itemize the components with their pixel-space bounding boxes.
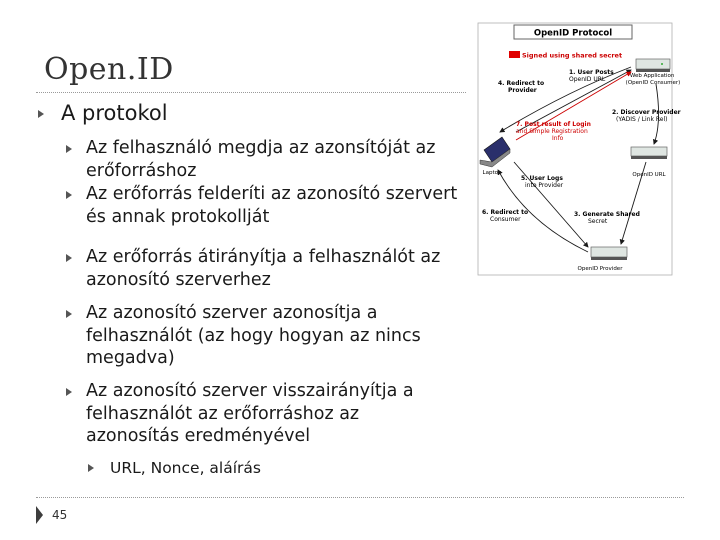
step6-label-line: Consumer	[490, 216, 521, 223]
step3-label-line: 3. Generate Shared	[574, 211, 640, 218]
web-app-label-line: Web Application	[629, 73, 675, 79]
diagram-title: OpenID Protocol	[533, 28, 613, 39]
bullet-arrow-icon	[38, 110, 44, 118]
bullet-arrow-icon	[66, 145, 72, 153]
step3-label	[574, 211, 642, 225]
sub-bullet-5	[66, 380, 456, 448]
legend-box-icon	[509, 51, 520, 58]
web-app-label	[626, 73, 681, 86]
step5-label-line: into Provider	[525, 182, 564, 189]
bullet-arrow-icon	[66, 310, 72, 318]
sub-bullet-text: Az erőforrás átirányítja a felhasználót az azonosító szerverhez	[86, 247, 441, 290]
slide-title: Open.ID	[44, 52, 174, 87]
step4-label	[498, 80, 546, 94]
sub-bullet-2	[66, 183, 466, 228]
legend-text: Signed using shared secret	[522, 51, 623, 60]
step5-label	[521, 175, 565, 189]
sub-bullet-text: Az erőforrás felderíti az azonosító szervert és annak protokollját	[86, 184, 458, 227]
openid-url-server-icon	[631, 147, 667, 159]
sub-sub-bullet	[88, 459, 261, 477]
step7-label-line: and Simple Registration	[516, 128, 588, 135]
sub-bullet-3	[66, 246, 466, 291]
title-divider	[36, 92, 466, 93]
laptop-label: Laptop	[482, 170, 502, 176]
sub-bullet-1	[66, 137, 466, 182]
step5-label-line: 5. User Logs	[521, 175, 563, 182]
openid-protocol-diagram	[476, 22, 681, 277]
sub-sub-bullet-text: URL, Nonce, aláírás	[110, 459, 261, 477]
openid-provider-server-icon	[591, 247, 627, 260]
web-application-server-icon	[636, 59, 670, 72]
step1-label-line: 1. User Posts	[569, 69, 614, 76]
openid-provider-label: OpenID Provider	[577, 266, 623, 272]
page-marker-icon	[36, 506, 43, 524]
footer-divider	[36, 497, 684, 498]
step2-label-line: (YADIS / Link Rel)	[616, 116, 668, 123]
step4-label-line: Provider	[508, 87, 537, 94]
sub-bullet-text: Az felhasználó megdja az azonsítóját az erőforráshoz	[86, 138, 436, 181]
main-bullet-text: A protokol	[61, 101, 168, 125]
sub-bullet-4	[66, 302, 446, 370]
step6-label-line: 6. Redirect to	[482, 209, 529, 216]
openid-url-label: OpenID URL	[632, 172, 666, 178]
bullet-arrow-icon	[66, 254, 72, 262]
step6-label	[482, 209, 530, 223]
web-app-label-line: (OpenID Consumer)	[625, 80, 681, 86]
bullet-arrow-icon	[66, 191, 72, 199]
step2-label-line: 2. Discover Provider	[612, 109, 681, 116]
page-number: 45	[52, 508, 68, 522]
step7-label	[516, 121, 593, 142]
step7-label-line: Info	[552, 135, 564, 142]
step1-label-line: OpenID URL	[569, 76, 606, 83]
sub-bullet-text: Az azonosító szerver visszairányítja a felhasználót az erőforráshoz az azonosítás eredményével	[86, 381, 414, 446]
step4-label-line: 4. Redirect to	[498, 80, 545, 87]
laptop-icon	[480, 137, 510, 167]
sub-bullet-text: Az azonosító szerver azonosítja a felhasználót (az hogy hogyan az nincs megadva)	[86, 303, 421, 368]
main-bullet	[38, 101, 168, 125]
bullet-arrow-icon	[88, 464, 94, 472]
step3-label-line: Secret	[588, 218, 608, 225]
bullet-arrow-icon	[66, 388, 72, 396]
step7-label-line: 7. Post result of Login	[516, 121, 591, 128]
